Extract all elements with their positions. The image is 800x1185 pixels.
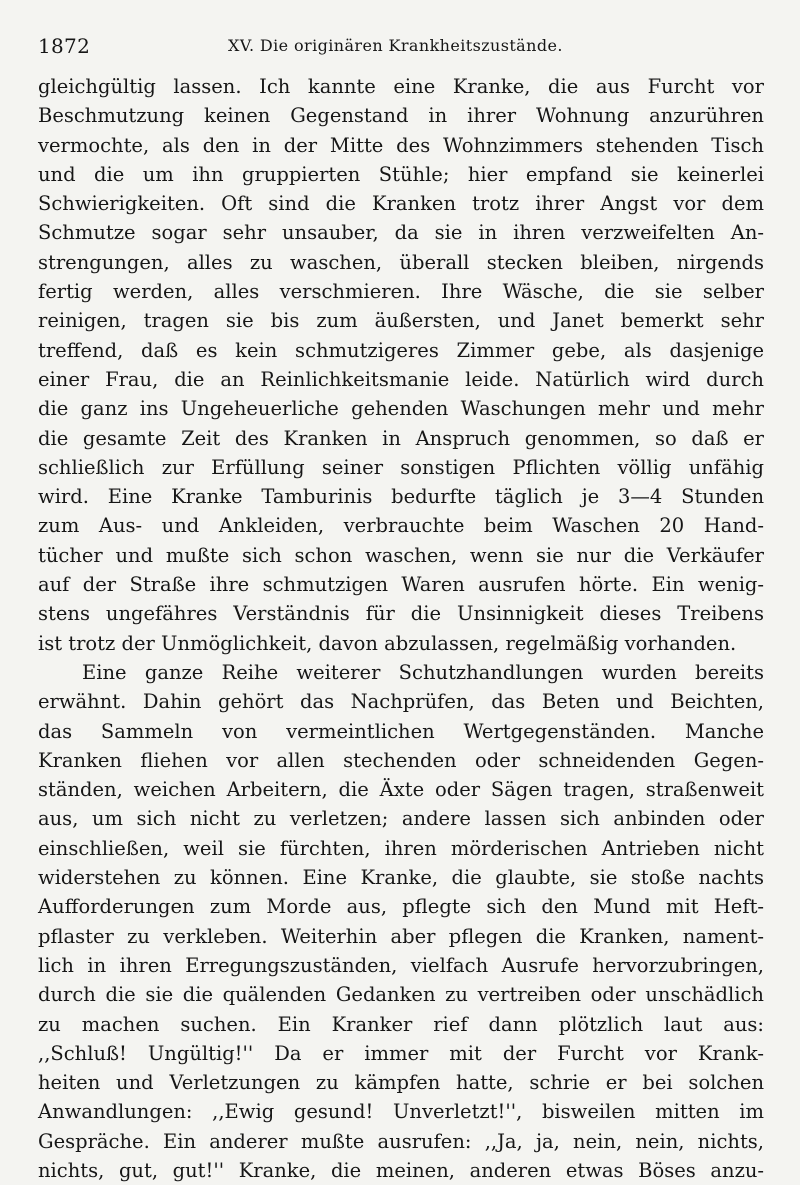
text-line: nichts, gut, gut!'' Kranke, die meinen, anderen etwas Böses anzu-	[38, 1158, 764, 1182]
text-line: widerstehen zu können. Eine Kranke, die glaubte, sie stoße nachts	[38, 866, 764, 890]
text-line: zu machen suchen. Ein Kranker rief dann plötzlich laut aus:	[38, 1012, 764, 1036]
text-line: die ganz ins Ungeheuerliche gehenden Waschungen mehr und mehr	[38, 397, 764, 421]
text-line: die gesamte Zeit des Kranken in Anspruch genommen, so daß er	[38, 426, 764, 450]
text-line: stens ungefähres Verständnis für die Unsinnigkeit dieses Treibens	[38, 602, 764, 626]
text-line: Aufforderungen zum Morde aus, pflegte sich den Mund mit Heft-	[38, 895, 764, 919]
text-line: ständen, weichen Arbeitern, die Äxte oder Sägen tragen, straßenweit	[38, 778, 764, 802]
text-line: Schmutze sogar sehr unsauber, da sie in ihren verzweifelten An-	[38, 221, 764, 245]
text-line: treffend, daß es kein schmutzigeres Zimmer gebe, als dasjenige	[38, 338, 764, 362]
running-title: XV. Die originären Krankheitszustände.	[228, 36, 563, 55]
text-line: schließlich zur Erfüllung seiner sonstigen Pflichten völlig unfähig	[38, 455, 764, 479]
text-line: ist trotz der Unmöglichkeit, davon abzulassen, regelmäßig vorhanden.	[38, 631, 737, 655]
text-line: durch die sie die quälenden Gedanken zu vertreiben oder unschädlich	[38, 983, 764, 1007]
text-line: pflaster zu verkleben. Weiterhin aber pflegen die Kranken, nament-	[38, 924, 764, 948]
text-line: Schwierigkeiten. Oft sind die Kranken trotz ihrer Angst vor dem	[38, 192, 764, 216]
text-line: Anwandlungen: ,,Ewig gesund! Unverletzt!'', bisweilen mitten im	[38, 1100, 764, 1124]
text-line: lich in ihren Erregungszuständen, vielfach Ausrufe hervorzubringen,	[38, 953, 764, 977]
text-line: einschließen, weil sie fürchten, ihren mörderischen Antrieben nicht	[38, 836, 764, 860]
text-line: auf der Straße ihre schmutzigen Waren ausrufen hörte. Ein wenig-	[38, 573, 764, 597]
text-line: strengungen, alles zu waschen, überall stecken bleiben, nirgends	[38, 250, 764, 274]
text-line: tücher und mußte sich schon waschen, wenn sie nur die Verkäufer	[38, 543, 764, 567]
text-line: Eine ganze Reihe weiterer Schutzhandlungen wurden bereits	[82, 660, 764, 684]
text-line: und die um ihn gruppierten Stühle; hier empfand sie keinerlei	[38, 162, 764, 186]
text-line: aus, um sich nicht zu verletzen; andere lassen sich anbinden oder	[38, 807, 764, 831]
text-line: reinigen, tragen sie bis zum äußersten, und Janet bemerkt sehr	[38, 309, 764, 333]
text-line: einer Frau, die an Reinlichkeitsmanie leide. Natürlich wird durch	[38, 367, 764, 391]
text-line: Beschmutzung keinen Gegenstand in ihrer Wohnung anzurühren	[38, 104, 764, 128]
text-line: zum Aus- und Ankleiden, verbrauchte beim Waschen 20 Hand-	[38, 514, 764, 538]
text-line: Kranken fliehen vor allen stechenden oder schneidenden Gegen-	[38, 748, 764, 772]
text-line: ,,Schluß! Ungültig!'' Da er immer mit der Furcht vor Krank-	[38, 1041, 764, 1065]
text-line: Gespräche. Ein anderer mußte ausrufen: ,,Ja, ja, nein, nein, nichts,	[38, 1129, 764, 1153]
text-line: das Sammeln von vermeintlichen Wertgegenständen. Manche	[38, 719, 764, 743]
page-header	[38, 34, 778, 58]
page-number: 1872	[38, 34, 91, 58]
paragraph-1	[38, 72, 764, 658]
text-line: heiten und Verletzungen zu kämpfen hatte, schrie er bei solchen	[38, 1071, 764, 1095]
text-line: erwähnt. Dahin gehört das Nachprüfen, das Beten und Beichten,	[38, 690, 764, 714]
body-text	[38, 72, 764, 1185]
text-line: wird. Eine Kranke Tamburinis bedurfte täglich je 3—4 Stunden	[38, 485, 764, 509]
text-line: fertig werden, alles verschmieren. Ihre Wäsche, die sie selber	[38, 280, 764, 304]
text-line: vermochte, als den in der Mitte des Wohnzimmers stehenden Tisch	[38, 133, 764, 157]
text-line: gleichgültig lassen. Ich kannte eine Kranke, die aus Furcht vor	[38, 75, 764, 98]
paragraph-2	[38, 658, 764, 1185]
